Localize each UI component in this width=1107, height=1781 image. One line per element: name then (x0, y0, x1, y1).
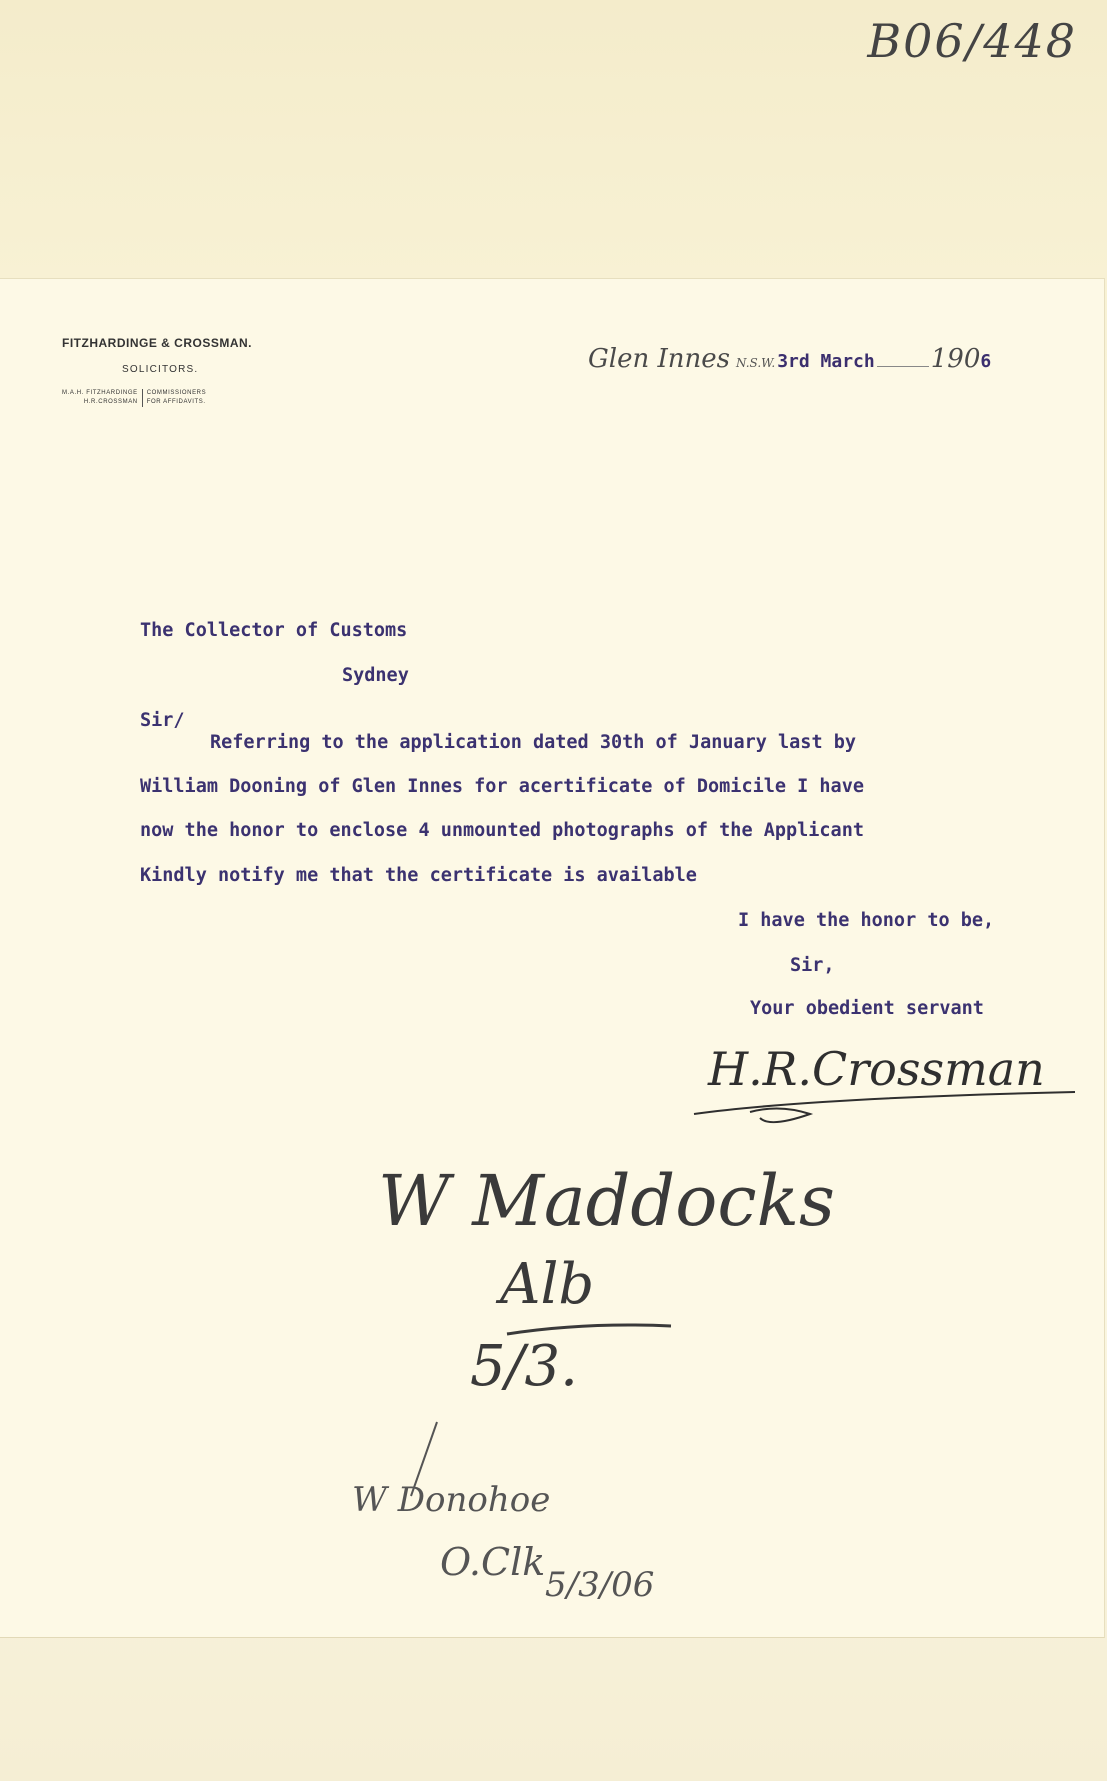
dateline-year-digit: 6 (980, 351, 992, 372)
clerk-date: 5/3/06 (545, 1565, 655, 1605)
body-line: Kindly notify me that the certificate is available (140, 865, 697, 886)
initials-mark: Alb (500, 1252, 595, 1317)
letter-sheet (0, 278, 1105, 1638)
signature-flourish (690, 1070, 1080, 1140)
official-signature: W Maddocks (378, 1160, 835, 1242)
dateline (588, 344, 1078, 374)
commission-text (143, 389, 206, 407)
closing-line: Your obedient servant (750, 998, 984, 1019)
addressee-city: Sydney (342, 665, 409, 686)
closing-line: I have the honor to be, (738, 910, 995, 931)
signature: H.R.Crossman (708, 1042, 1045, 1096)
date-mark: 5/3. (470, 1334, 578, 1399)
firm-role: SOLICITORS. (122, 364, 199, 375)
partner-name: M.A.H. FITZHARDINGE (62, 390, 138, 396)
folio-number: B06/448 (867, 14, 1077, 68)
partner-name: H.R.CROSSMAN (83, 399, 138, 405)
dateline-day-month: 3rd March (777, 351, 875, 372)
addressee-title: The Collector of Customs (140, 620, 408, 641)
clerk-title: O.Clk (440, 1540, 546, 1584)
commission-line: FOR AFFIDAVITS. (146, 399, 206, 405)
dateline-place: Glen Innes (588, 344, 730, 374)
closing-line: Sir, (790, 955, 835, 976)
dateline-year-prefix: 190 (930, 344, 981, 374)
body-line: William Dooning of Glen Innes for acertificate of Domicile I have (140, 776, 864, 797)
partner-names (62, 389, 143, 407)
letterhead-partners (62, 389, 252, 407)
body-line: now the honor to enclose 4 unmounted photographs of the Applicant (140, 820, 864, 841)
salutation: Sir/ (140, 710, 185, 731)
letterhead (62, 336, 252, 407)
dateline-state: N.S.W. (735, 356, 776, 370)
commission-line: COMMISSIONERS (146, 390, 207, 396)
clerk-name: W Donohoe (352, 1480, 551, 1520)
body-line: Referring to the application dated 30th of January last by (210, 732, 857, 753)
dateline-rule (877, 366, 929, 367)
firm-name: FITZHARDINGE & CROSSMAN. (62, 336, 252, 350)
